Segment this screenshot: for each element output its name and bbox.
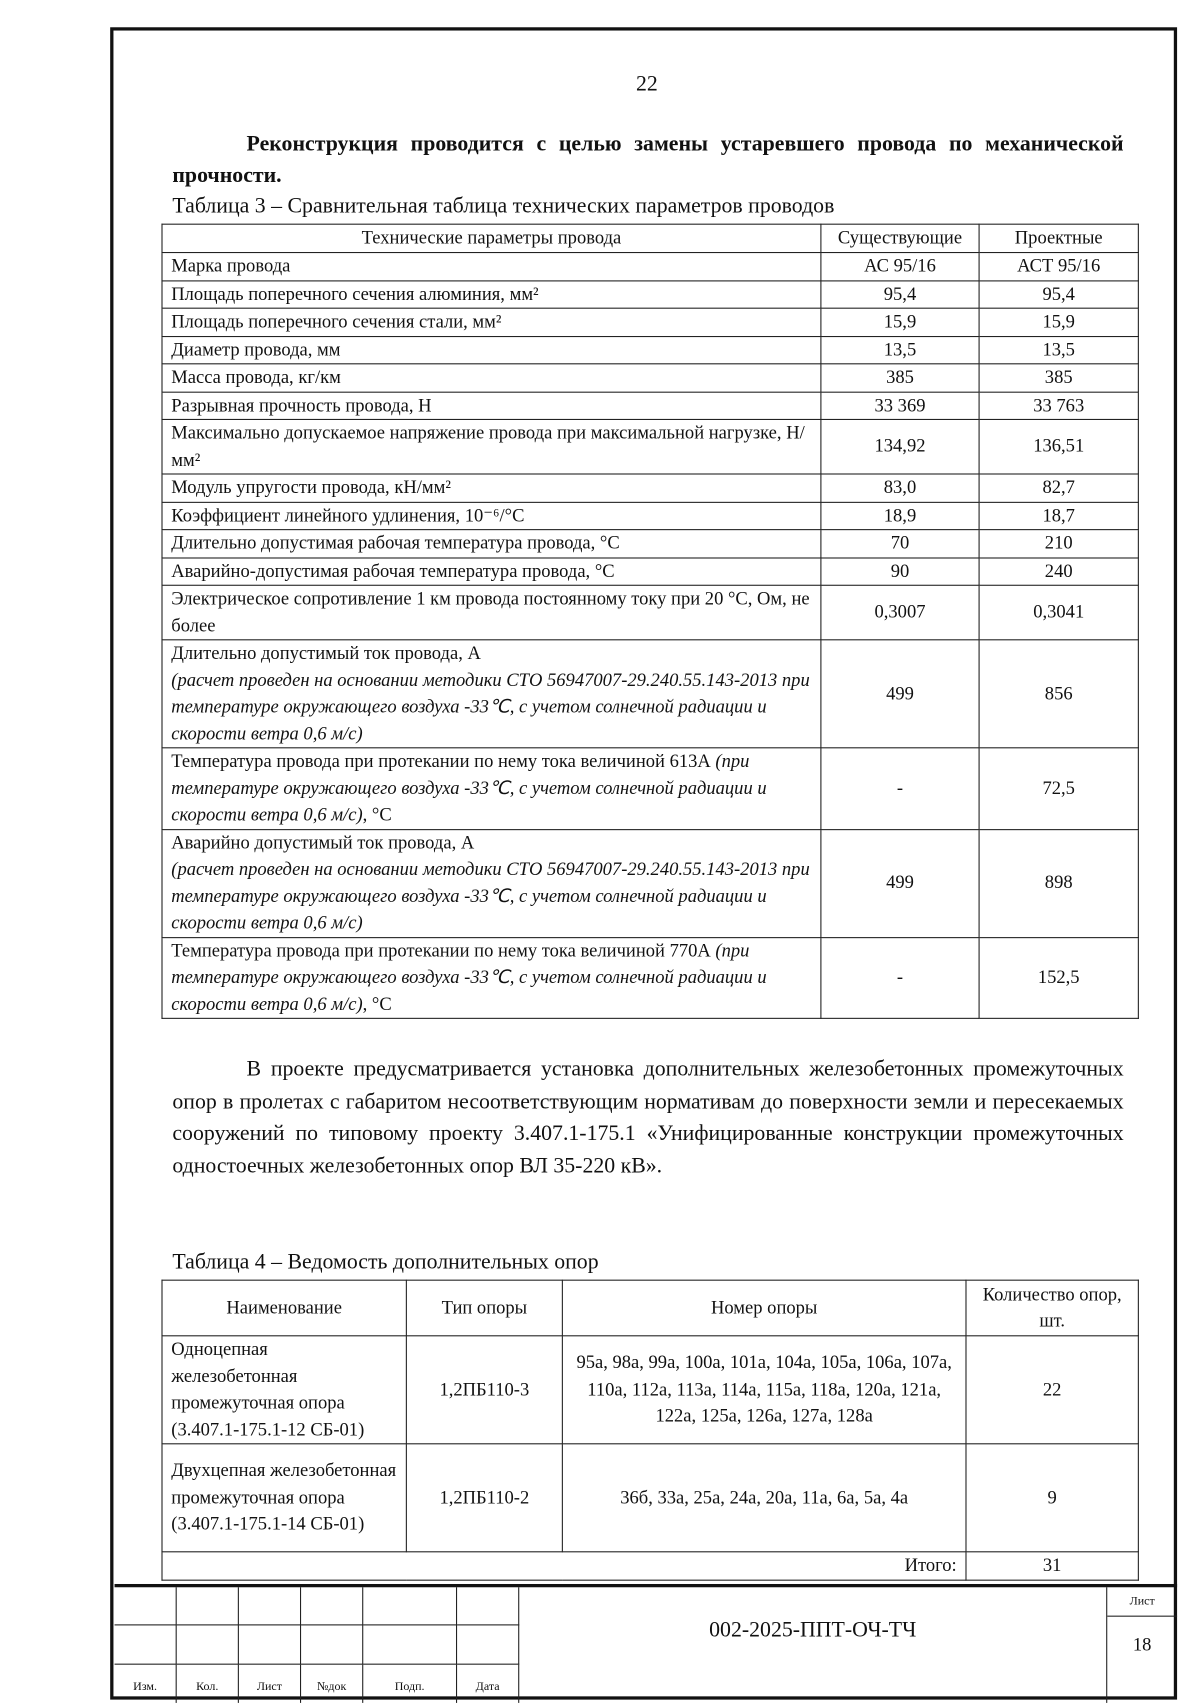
parameter-name: Масса провода, кг/км [171,366,341,388]
project-value: 240 [979,557,1138,585]
wire-parameters-table [161,224,1138,1019]
existing-value: 499 [821,829,979,937]
project-value: 210 [979,530,1138,558]
table-row [162,937,1138,1018]
table-row [162,1336,1138,1444]
existing-value: 15,9 [821,308,979,336]
project-value: 856 [979,640,1138,748]
support-count: 22 [966,1336,1138,1444]
parameter-note: (расчет проведен на основании методики СТО 56947007-29.240.55.143-2013 при температуре окружающего воздуха -33℃, с учетом солнечной радиации и скорости ветра 0,6 м/с) [171,669,810,744]
title-block-cell [363,1587,457,1626]
parameter-name: Коэффициент линейного удлинения, 10⁻⁶/°С [171,504,525,526]
support-type: 1,2ПБ110-3 [406,1336,562,1444]
table-row [162,640,1138,748]
project-value: 95,4 [979,280,1138,308]
project-value: 152,5 [979,937,1138,1018]
table-row [162,308,1138,336]
table-row [162,474,1138,502]
parameter-unit: , °С [362,803,392,825]
total-label: Итого: [162,1552,966,1580]
parameter-cell [162,502,821,530]
table4-header: Количество опор, шт. [966,1280,1138,1336]
table-row [162,280,1138,308]
title-block-label: Лист [239,1664,301,1703]
parameter-name: Площадь поперечного сечения алюминия, мм² [171,283,539,304]
existing-value: 90 [821,557,979,585]
table4-header: Номер опоры [562,1280,966,1336]
title-block-cell [115,1626,177,1665]
title-block [115,1584,1178,1703]
existing-value: 33 369 [821,392,979,420]
parameter-cell [162,364,821,392]
support-count: 9 [966,1444,1138,1552]
project-value: АСТ 95/16 [979,253,1138,281]
title-block-cell [457,1587,519,1626]
additional-supports-table [161,1280,1138,1581]
parameter-name: Длительно допустимая рабочая температура провода, °С [171,532,620,554]
support-name: Одноцепная железобетонная промежуточная опора (3.407.1-175.1-12 СБ-01) [162,1336,406,1444]
parameter-cell [162,557,821,585]
existing-value: 70 [821,530,979,558]
table-row [162,419,1138,474]
table4-header: Наименование [162,1280,406,1336]
title-block-label: Дата [457,1664,519,1703]
project-value: 898 [979,829,1138,937]
title-block-label: Кол. [177,1664,239,1703]
parameter-cell [162,392,821,420]
title-block-cell [363,1626,457,1665]
parameter-name: Марка провода [171,255,291,276]
parameter-cell [162,308,821,336]
parameter-name: Электрическое сопротивление 1 км провода постоянному току при 20 °С, Ом, не более [171,587,810,636]
title-block-cell [301,1587,363,1626]
support-name: Двухцепная железобетонная промежуточная опора (3.407.1-175.1-14 СБ-01) [162,1444,406,1552]
existing-value: 83,0 [821,474,979,502]
parameter-cell [162,829,821,937]
parameter-name: Аварийно-допустимая рабочая температура провода, °С [171,560,615,581]
parameter-cell [162,474,821,502]
parameter-cell [162,530,821,558]
support-numbers: 95а, 98а, 99а, 100а, 101а, 104а, 105а, 106а, 107а, 110а, 112а, 113а, 114а, 115а, 118а, 120а, 121а, 122а, 125а, 126а, 127а, 128а [562,1336,966,1444]
parameter-name: Температура провода при протекании по нему тока величиной 613А [171,750,716,772]
title-block-cell [457,1626,519,1665]
existing-value: 0,3007 [821,585,979,640]
table-row [162,557,1138,585]
table-row [162,829,1138,937]
sheet-number: 18 [1132,1634,1152,1655]
table-row [162,336,1138,364]
intro-bold-paragraph: Реконструкция проводится с целью замены устаревшего провода по механической прочности. [172,131,1124,188]
existing-value: 95,4 [821,280,979,308]
project-value: 0,3041 [979,585,1138,640]
parameter-note: (расчет проведен на основании методики СТО 56947007-29.240.55.143-2013 при температуре окружающего воздуха -33℃, с учетом солнечной радиации и скорости ветра 0,6 м/с) [171,858,810,933]
table-row [162,364,1138,392]
existing-value: - [821,937,979,1018]
table-row [162,502,1138,530]
document-code: 002-2025-ППТ-ОЧ-ТЧ [519,1587,1107,1703]
table3-header: Проектные [979,224,1138,252]
existing-value: 13,5 [821,336,979,364]
parameter-unit: , °С [362,993,392,1014]
project-value: 18,7 [979,502,1138,530]
table-row [162,585,1138,640]
table4-caption: Таблица 4 – Ведомость дополнительных опор [172,1250,599,1275]
title-block-label: Подп. [363,1664,457,1703]
title-block-cell [301,1626,363,1665]
parameter-note: (при температуре окружающего воздуха -33℃, с учетом солнечной радиации и скорости ветра 0,6 м/с) [171,750,767,825]
total-count: 31 [966,1552,1138,1580]
parameter-name: Аварийно допустимый ток провода, А [171,831,475,853]
parameter-name: Максимально допускаемое напряжение провода при максимальной нагрузке, Н/мм² [171,422,805,470]
project-value: 385 [979,364,1138,392]
title-block-label: Изм. [115,1664,177,1703]
project-value: 33 763 [979,392,1138,420]
parameter-cell [162,419,821,474]
title-block-cell [177,1626,239,1665]
title-block-cell [239,1626,301,1665]
table3-header: Технические параметры провода [162,224,821,252]
support-numbers: 36б, 33а, 25а, 24а, 20а, 11а, 6а, 5а, 4а [562,1444,966,1552]
parameter-name: Длительно допустимый ток провода, А [171,642,481,664]
parameter-cell [162,937,821,1018]
project-value: 72,5 [979,748,1138,829]
table-row [162,392,1138,420]
parameter-cell [162,280,821,308]
title-block-cell [177,1587,239,1626]
project-value: 15,9 [979,308,1138,336]
existing-value: АС 95/16 [821,253,979,281]
parameter-cell [162,585,821,640]
parameter-note: (при температуре окружающего воздуха -33℃, с учетом солнечной радиации и скорости ветра 0,6 м/с) [171,939,767,1014]
support-type: 1,2ПБ110-2 [406,1444,562,1552]
parameter-name: Диаметр провода, мм [171,338,341,360]
table3-caption: Таблица 3 – Сравнительная таблица технических параметров проводов [172,194,835,219]
sheet-label: Лист [1107,1587,1177,1616]
project-value: 82,7 [979,474,1138,502]
existing-value: 385 [821,364,979,392]
table3-header: Существующие [821,224,979,252]
project-value: 136,51 [979,419,1138,474]
parameter-cell [162,253,821,281]
parameter-name: Разрывная прочность провода, Н [171,394,432,416]
existing-value: 499 [821,640,979,748]
title-block-cell [239,1587,301,1626]
table-row [162,748,1138,829]
parameter-cell [162,748,821,829]
project-value: 13,5 [979,336,1138,364]
parameter-name: Модуль упругости провода, кН/мм² [171,476,451,498]
parameter-name: Площадь поперечного сечения стали, мм² [171,310,502,332]
parameter-name: Температура провода при протекании по нему тока величиной 770А [171,939,716,961]
table-row [162,253,1138,281]
existing-value: 134,92 [821,419,979,474]
table-row [162,530,1138,558]
existing-value: 18,9 [821,502,979,530]
parameter-cell [162,336,821,364]
existing-value: - [821,748,979,829]
title-block-cell [115,1587,177,1626]
table4-header: Тип опоры [406,1280,562,1336]
table-row [162,1444,1138,1552]
title-block-label: №док [301,1664,363,1703]
body-paragraph: В проекте предусматривается установка дополнительных железобетонных промежуточных опор в пролетах с габаритом несоответствующим нормативам до поверхности земли и пересекаемых сооружений по типовому проекту 3.407.1-175.1 «Унифицированные конструкции промежуточных одностоечных железобетонных опор ВЛ 35-220 кВ». [172,1057,1124,1178]
parameter-cell [162,640,821,748]
page-number: 22 [635,71,658,96]
